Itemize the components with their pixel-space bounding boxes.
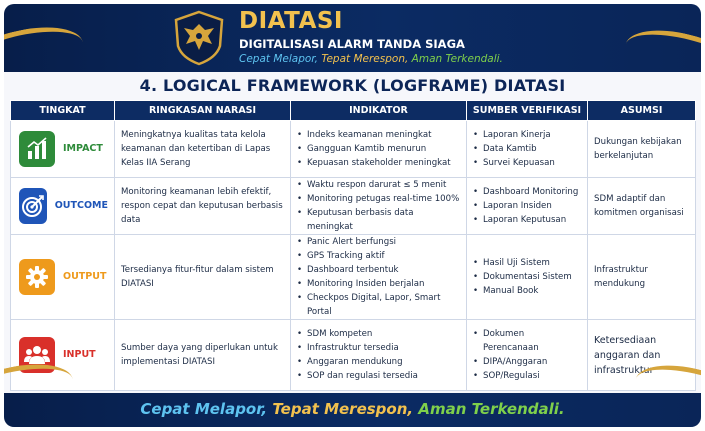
indikator-item: • Kepuasan stakeholder meningkat <box>297 156 460 170</box>
column-header-indikator: INDIKATOR <box>291 101 467 121</box>
indikator-item: • Checkpos Digital, Lapor, Smart Portal <box>297 291 460 319</box>
tagline-part-2: Tepat Merespon, <box>321 53 409 65</box>
narasi-cell: Monitoring keamanan lebih efektif, respon cepat dan keputusan berbasis data <box>115 178 291 235</box>
indikator-cell <box>291 121 467 178</box>
sumber-item: • Laporan Insiden <box>473 199 581 213</box>
indikator-item: • Infrastruktur tersedia <box>297 341 460 355</box>
brand-title: DIATASI <box>239 8 343 34</box>
indikator-item: • Indeks keamanan meningkat <box>297 128 460 142</box>
level-label: OUTCOME <box>54 200 108 211</box>
sumber-item: • SOP/Regulasi <box>473 369 581 383</box>
brand-subtitle: DIGITALISASI ALARM TANDA SIAGA <box>239 37 465 51</box>
level-cell <box>11 235 115 320</box>
sumber-item: • Dashboard Monitoring <box>473 185 581 199</box>
table-row-output <box>11 235 696 320</box>
asumsi-cell: Ketersediaan anggaran dan infrastruktur <box>588 320 696 391</box>
asumsi-cell: Dukungan kebijakan berkelanjutan <box>588 121 696 178</box>
table-row-input <box>11 320 696 391</box>
sumber-item: • Laporan Kinerja <box>473 128 581 142</box>
column-header-tingkat: TINGKAT <box>11 101 115 121</box>
indikator-item: • Panic Alert berfungsi <box>297 235 460 249</box>
table-header-row <box>11 101 696 121</box>
bar-chart-icon <box>19 131 55 167</box>
level-label: OUTPUT <box>63 271 107 282</box>
sumber-cell <box>467 235 588 320</box>
sumber-item: • Data Kamtib <box>473 142 581 156</box>
target-icon <box>19 188 47 224</box>
indikator-cell <box>291 235 467 320</box>
tagline-part-3: Aman Terkendali. <box>411 53 503 65</box>
level-label: IMPACT <box>63 143 103 154</box>
level-label: INPUT <box>63 349 96 360</box>
footer-part-2: Tepat Merespon, <box>272 400 414 418</box>
footer-banner <box>4 393 701 427</box>
gear-icon <box>19 259 55 295</box>
indikator-item: • Monitoring petugas real-time 100% <box>297 192 460 206</box>
indikator-item: • Anggaran mendukung <box>297 355 460 369</box>
indikator-item: • SDM kompeten <box>297 327 460 341</box>
indikator-item: • Dashboard terbentuk <box>297 263 460 277</box>
asumsi-cell: Infrastruktur mendukung <box>588 235 696 320</box>
tagline-part-1: Cepat Melapor, <box>239 53 318 65</box>
garuda-emblem-logo <box>172 10 226 66</box>
footer-tagline <box>4 400 701 418</box>
narasi-cell: Sumber daya yang diperlukan untuk implementasi DIATASI <box>115 320 291 391</box>
column-header-sumber-verifikasi: SUMBER VERIFIKASI <box>467 101 588 121</box>
sumber-item: • Dokumentasi Sistem <box>473 270 581 284</box>
sumber-item: • Laporan Keputusan <box>473 213 581 227</box>
asumsi-cell: SDM adaptif dan komitmen organisasi <box>588 178 696 235</box>
indikator-item: • Keputusan berbasis data meningkat <box>297 206 460 234</box>
sumber-item: • Survei Kepuasan <box>473 156 581 170</box>
indikator-item: • GPS Tracking aktif <box>297 249 460 263</box>
sumber-item: • Dokumen Perencanaan <box>473 327 581 355</box>
table-row-impact <box>11 121 696 178</box>
sumber-cell <box>467 320 588 391</box>
narasi-cell: Meningkatnya kualitas tata kelola keamanan dan ketertiban di Lapas Kelas IIA Serang <box>115 121 291 178</box>
sumber-cell <box>467 121 588 178</box>
indikator-item: • Waktu respon darurat ≤ 5 menit <box>297 178 460 192</box>
indikator-item: • Gangguan Kamtib menurun <box>297 142 460 156</box>
sumber-item: • Hasil Uji Sistem <box>473 256 581 270</box>
indikator-item: • Monitoring Insiden berjalan <box>297 277 460 291</box>
indikator-item: • SOP dan regulasi tersedia <box>297 369 460 383</box>
level-cell <box>11 178 115 235</box>
header-tagline <box>239 53 503 65</box>
header-banner <box>4 4 701 72</box>
sumber-cell <box>467 178 588 235</box>
table-row-outcome <box>11 178 696 235</box>
footer-part-1: Cepat Melapor, <box>140 400 268 418</box>
slide-frame <box>4 4 701 427</box>
indikator-cell <box>291 178 467 235</box>
logframe-table <box>10 100 696 391</box>
sumber-item: • DIPA/Anggaran <box>473 355 581 369</box>
level-cell <box>11 121 115 178</box>
indikator-cell <box>291 320 467 391</box>
sumber-item: • Manual Book <box>473 284 581 298</box>
footer-part-3: Aman Terkendali. <box>418 400 565 418</box>
column-header-asumsi: ASUMSI <box>588 101 696 121</box>
narasi-cell: Tersedianya fitur-fitur dalam sistem DIATASI <box>115 235 291 320</box>
column-header-ringkasan-narasi: RINGKASAN NARASI <box>115 101 291 121</box>
page-title: 4. LOGICAL FRAMEWORK (LOGFRAME) DIATASI <box>139 76 566 95</box>
